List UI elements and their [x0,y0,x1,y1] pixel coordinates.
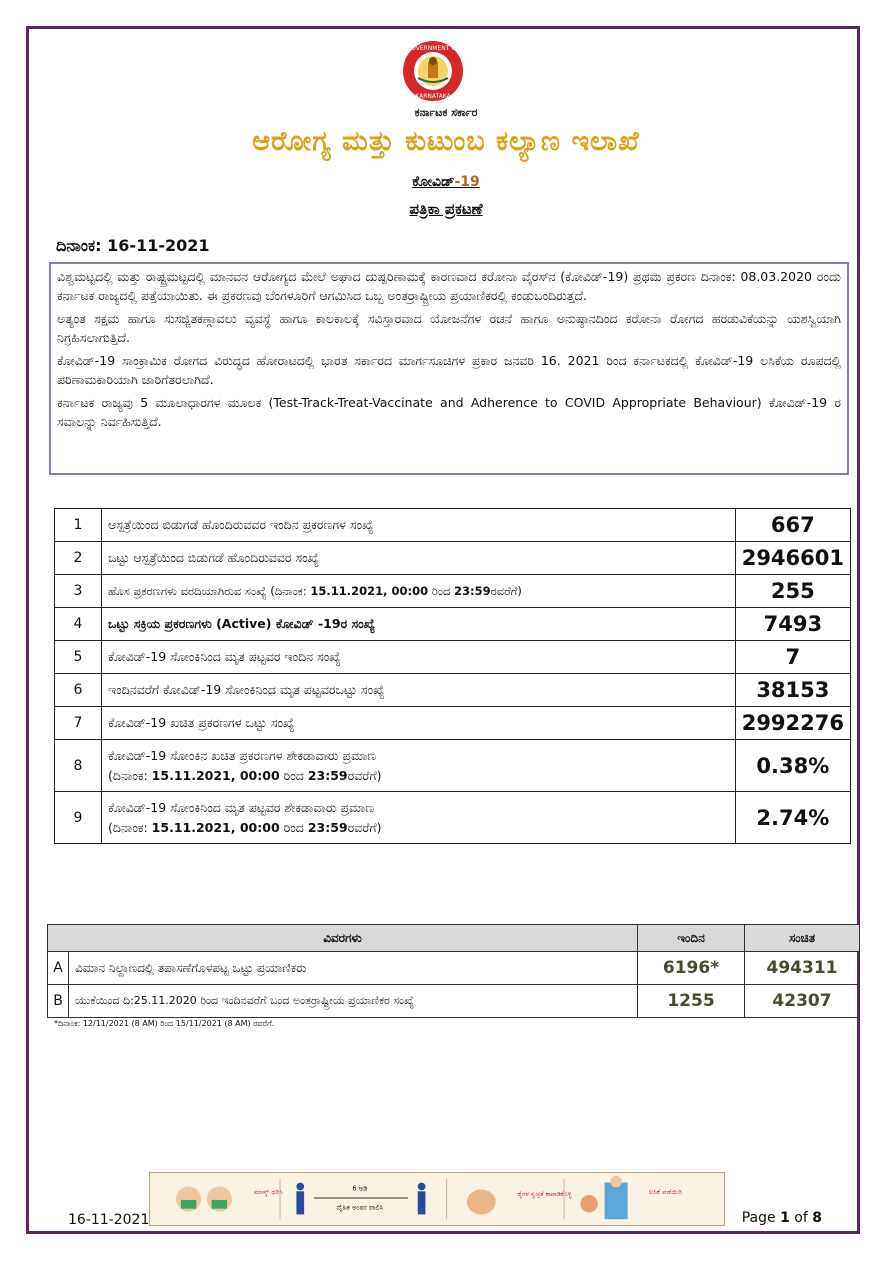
date-label: ದಿನಾಂಕ: [56,236,102,255]
row-label: ಯುಕೆಯಿಂದ ದಿ:25.11.2020 ರಿಂದ ಇಂದಿನವರೆಗೆ ಬಂದ ಅಂತರ್‍ರಾಷ್ಟ್ರೀಯ ಪ್ರಯಾಣಿಕರ ಸಂಖ್ಯೆ [69,985,638,1018]
table-row [55,792,851,844]
row-label: ಒಟ್ಟು ಸಕ್ರಿಯ ಪ್ರಕರಣಗಳು (Active) ಕೋವಿಡ್ -19ರ ಸಂಖ್ಯೆ [102,608,736,641]
sub-mid: ರಿಂದ [279,819,308,835]
row-label-text: ಕೋವಿಡ್-19 ಸೋಂಕಿನ ಖಚಿತ ಪ್ರಕರಣಗಳ ಶೇಕಡಾವಾರು ಪ್ರಮಾಣ [108,747,377,763]
footer-date: 16-11-2021 [68,1212,150,1228]
covid-heading-prefix: ಕೋವಿಡ್ [412,174,455,190]
page-current: 1 [780,1210,790,1226]
intro-box [49,262,849,475]
row-today: 6196* [638,952,745,985]
release-date [56,236,210,256]
row-letter: B [48,985,69,1018]
banner-distance-bottom: ದೈಹಿಕ ಅಂತರ ಪಾಲಿಸಿ [336,1203,384,1212]
row-label: ಇಂದಿನವರೆಗೆ ಕೋವಿಡ್-19 ಸೋಂಕಿನಿಂದ ಮೃತ ಪಟ್ಟವರಒಟ್ಟು ಸಂಖ್ಯೆ [102,674,736,707]
header-cumulative: ಸಂಚಿತ [745,925,860,952]
row-number: 1 [55,509,102,542]
row-label [102,575,736,608]
row-label-date: 15.11.2021, 00:00 [310,583,429,598]
row-value: 7 [735,641,850,674]
row-number: 7 [55,707,102,740]
government-name: ಕರ್ನಾಟಕ ಸರ್ಕಾರ [414,106,478,119]
row-label [102,792,736,844]
table-row [48,952,860,985]
row-label: ವಿಮಾನ ನಿಲ್ದಾಣದಲ್ಲಿ ತಪಾಸಣೆಗೊಳಪಟ್ಟ ಒಟ್ಟು ಪ್ರಯಾಣಿಕರು [69,952,638,985]
table-row [48,985,860,1018]
row-label-text: ಹೊಸ ಪ್ರಕರಣಗಳು ವರದಿಯಾಗಿರುವ ಸಂಖ್ಯೆ (ದಿನಾಂಕ: [108,583,311,598]
row-letter: A [48,952,69,985]
page-number [742,1210,822,1226]
covid-stats-table [54,508,851,844]
covid-heading-number: -19 [454,174,480,190]
row-label: ಆಸ್ಪತ್ರೆಯಿಂದ ಬಿಡುಗಡೆ ಹೊಂದಿರುವವರ ಇಂದಿನ ಪ್ರಕರಣಗಳ ಸಂಖ್ಯೆ [102,509,736,542]
row-label-text: ಕೋವಿಡ್-19 ಸೋಂಕಿನಿಂದ ಮೃತ ಪಟ್ಟವರ ಶೇಕಡಾವಾರು ಪ್ರಮಾಣ [108,799,375,815]
sub-start: (ದಿನಾಂಕ: [108,767,152,783]
covid-heading [0,174,892,190]
department-title: ಆರೋಗ್ಯ ಮತ್ತು ಕುಟುಂಬ ಕಲ್ಯಾಣ ಇಲಾಖೆ [252,126,640,157]
table-row [55,509,851,542]
row-value: 2992276 [735,707,850,740]
row-label: ಕೋವಿಡ್-19 ಖಚಿತ ಪ್ರಕರಣಗಳ ಒಟ್ಟು ಸಂಖ್ಯೆ [102,707,736,740]
row-number: 5 [55,641,102,674]
sub-end: ರವರೆಗೆ) [347,819,382,835]
sub-time: 23:59 [307,767,348,783]
row-label: ಕೋವಿಡ್-19 ಸೋಂಕಿನಿಂದ ಮೃತ ಪಟ್ಟವರ ಇಂದಿನ ಸಂಖ್ಯೆ [102,641,736,674]
travel-table [47,924,860,1018]
sub-date: 15.11.2021, 00:00 [151,767,280,783]
page-of: of [794,1210,808,1226]
table-row [55,542,851,575]
row-number: 2 [55,542,102,575]
table-row [55,608,851,641]
row-label-sub [108,768,729,784]
row-value: 667 [735,509,850,542]
row-number: 6 [55,674,102,707]
seal-text-top: GOVERNMENT OF [406,45,460,52]
row-label-end: ರವರೆಗೆ) [490,583,522,598]
row-cumulative: 494311 [745,952,860,985]
row-label: ಒಟ್ಟು ಆಸ್ಪತ್ರೆಯಿಂದ ಬಿಡುಗಡೆ ಹೊಂದಿರುವವರ ಸಂಖ್ಯೆ [102,542,736,575]
banner-vaccine-text: ಲಸಿಕೆ ಪಡೆಯಿರಿ [648,1188,682,1197]
row-number: 3 [55,575,102,608]
row-today: 1255 [638,985,745,1018]
row-value: 0.38% [735,740,850,792]
row-value: 2.74% [735,792,850,844]
table-row [55,740,851,792]
sub-time: 23:59 [307,819,348,835]
banner-hands-text: ಕೈಗಳ ಸ್ವಚ್ಛತೆ ಕಾಪಾಡಿಕೊಳ್ಳಿ [517,1191,572,1199]
travel-footnote: *ದಿನಾಂಕ: 12/11/2021 (8 AM) ರಿಂದ 15/11/2021 (8 AM) ರವರೆಗೆ. [54,1019,275,1028]
press-release-heading: ಪತ್ರಿಕಾ ಪ್ರಕಟಣೆ [409,200,483,218]
row-value: 7493 [735,608,850,641]
row-label-mid: ರಿಂದ [428,583,455,598]
date-value: 16-11-2021 [107,236,210,255]
row-number: 8 [55,740,102,792]
banner-distance-top: 6 ಅಡಿ [352,1184,368,1193]
row-number: 4 [55,608,102,641]
header-details: ವಿವರಗಳು [48,925,638,952]
intro-paragraph-1: ವಿಶ್ವಮಟ್ಟದಲ್ಲಿ ಮತ್ತು ರಾಷ್ಟ್ರಮಟ್ಟದಲ್ಲಿ ಮಾನವನ ಆರೋಗ್ಯದ ಮೇಲೆ ಅಘಾದ ದುಷ್ಪರಿಣಾಮಕ್ಕೆ ಕಾರಣವಾದ ಕರೋನಾ ವೈರಸ್‍ನ (ಕೋವಿಡ್-19) ಪ್ರಥಮ ಪ್ರಕರಣ ದಿನಾಂಕ: 08.03.2020 ರಂದು ಕರ್ನಾಟಕ ರಾಜ್ಯದಲ್ಲಿ ಪತ್ತೆಯಾಯಿತು. ಈ ಪ್ರಕರಣವು ಬೆಂಗಳೂರಿಗೆ ಆಗಮಿಸಿದ ಒಬ್ಬ ಅಂತರ್‍ರಾಷ್ಟ್ರೀಯ ಪ್ರಯಾಣಿಕರಲ್ಲಿ ಕಂಡುಬಂದಿರುತ್ತದೆ. [57,269,841,303]
sub-end: ರವರೆಗೆ) [347,767,382,783]
row-label-sub [108,820,729,836]
government-seal-logo [392,40,474,102]
table-row [55,674,851,707]
page-total: 8 [812,1210,822,1226]
table-row [55,707,851,740]
row-value: 255 [735,575,850,608]
header-today: ಇಂದಿನ [638,925,745,952]
row-cumulative: 42307 [745,985,860,1018]
table-row [55,575,851,608]
banner-mask-text: ಮಾಸ್ಕ್ ಧರಿಸಿ [254,1188,283,1197]
sub-date: 15.11.2021, 00:00 [151,819,280,835]
covid-guidelines-banner [149,1172,725,1226]
sub-mid: ರಿಂದ [279,767,308,783]
row-label [102,740,736,792]
intro-paragraph-3: ಕೋವಿಡ್-19 ಸಾಂಕ್ರಾಮಿಕ ರೋಗದ ವಿರುದ್ಧದ ಹೋರಾಟದಲ್ಲಿ ಭಾರತ ಸರ್ಕಾರದ ಮಾರ್ಗಸೂಚಿಗಳ ಪ್ರಕಾರ ಜನವರಿ 16. 2021 ರಿಂದ ಕರ್ನಾಟಕದಲ್ಲಿ ಕೋವಿಡ್-19 ಲಸಿಕೆಯ ರೂಪದಲ್ಲಿ ಪರಿಣಾಮಕಾರಿಯಾಗಿ ಜಾರಿಗೆತರಲಾಗಿದೆ. [57,353,841,387]
seal-text-bottom: KARNATAKA [415,93,451,100]
row-value: 2946601 [735,542,850,575]
row-value: 38153 [735,674,850,707]
travel-header-row [48,925,860,952]
row-label-time: 23:59 [454,583,491,598]
row-number: 9 [55,792,102,844]
intro-paragraph-4: ಕರ್ನಾಟಕ ರಾಜ್ಯವು 5 ಮೂಲಾಧಾರಗಳ ಮೂಲಕ (Test-Track-Treat-Vaccinate and Adherence to COVID Appropriate Behaviour) ಕೋವಿಡ್-19 ರ ಸವಾಲನ್ನು ನಿರ್ವಹಿಸುತ್ತಿದೆ. [57,395,841,429]
intro-paragraph-2: ಅತ್ಯಂತ ಸಕ್ಷಮ ಹಾಗೂ ಸುಸಜ್ಜಿತಕಣ್ಗಾವಲು ವ್ಯವಸ್ಥೆ ಹಾಗೂ ಕಾಲಕಾಲಕ್ಕೆ ಸವಿಸ್ತಾರವಾದ ಯೋಜನೆಗಳ ರಚನೆ ಹಾಗೂ ಅನುಷ್ಠಾನದಿಂದ ಕರೋನಾ ರೋಗದ ಹರಡುವಿಕೆಯನ್ನು ಯಶಸ್ವಿಯಾಗಿ ನಿಗ್ರಹಿಸಲಾಗುತ್ತಿದೆ. [57,311,841,345]
sub-start: (ದಿನಾಂಕ: [108,819,152,835]
page-label: Page [741,1210,776,1226]
table-row [55,641,851,674]
